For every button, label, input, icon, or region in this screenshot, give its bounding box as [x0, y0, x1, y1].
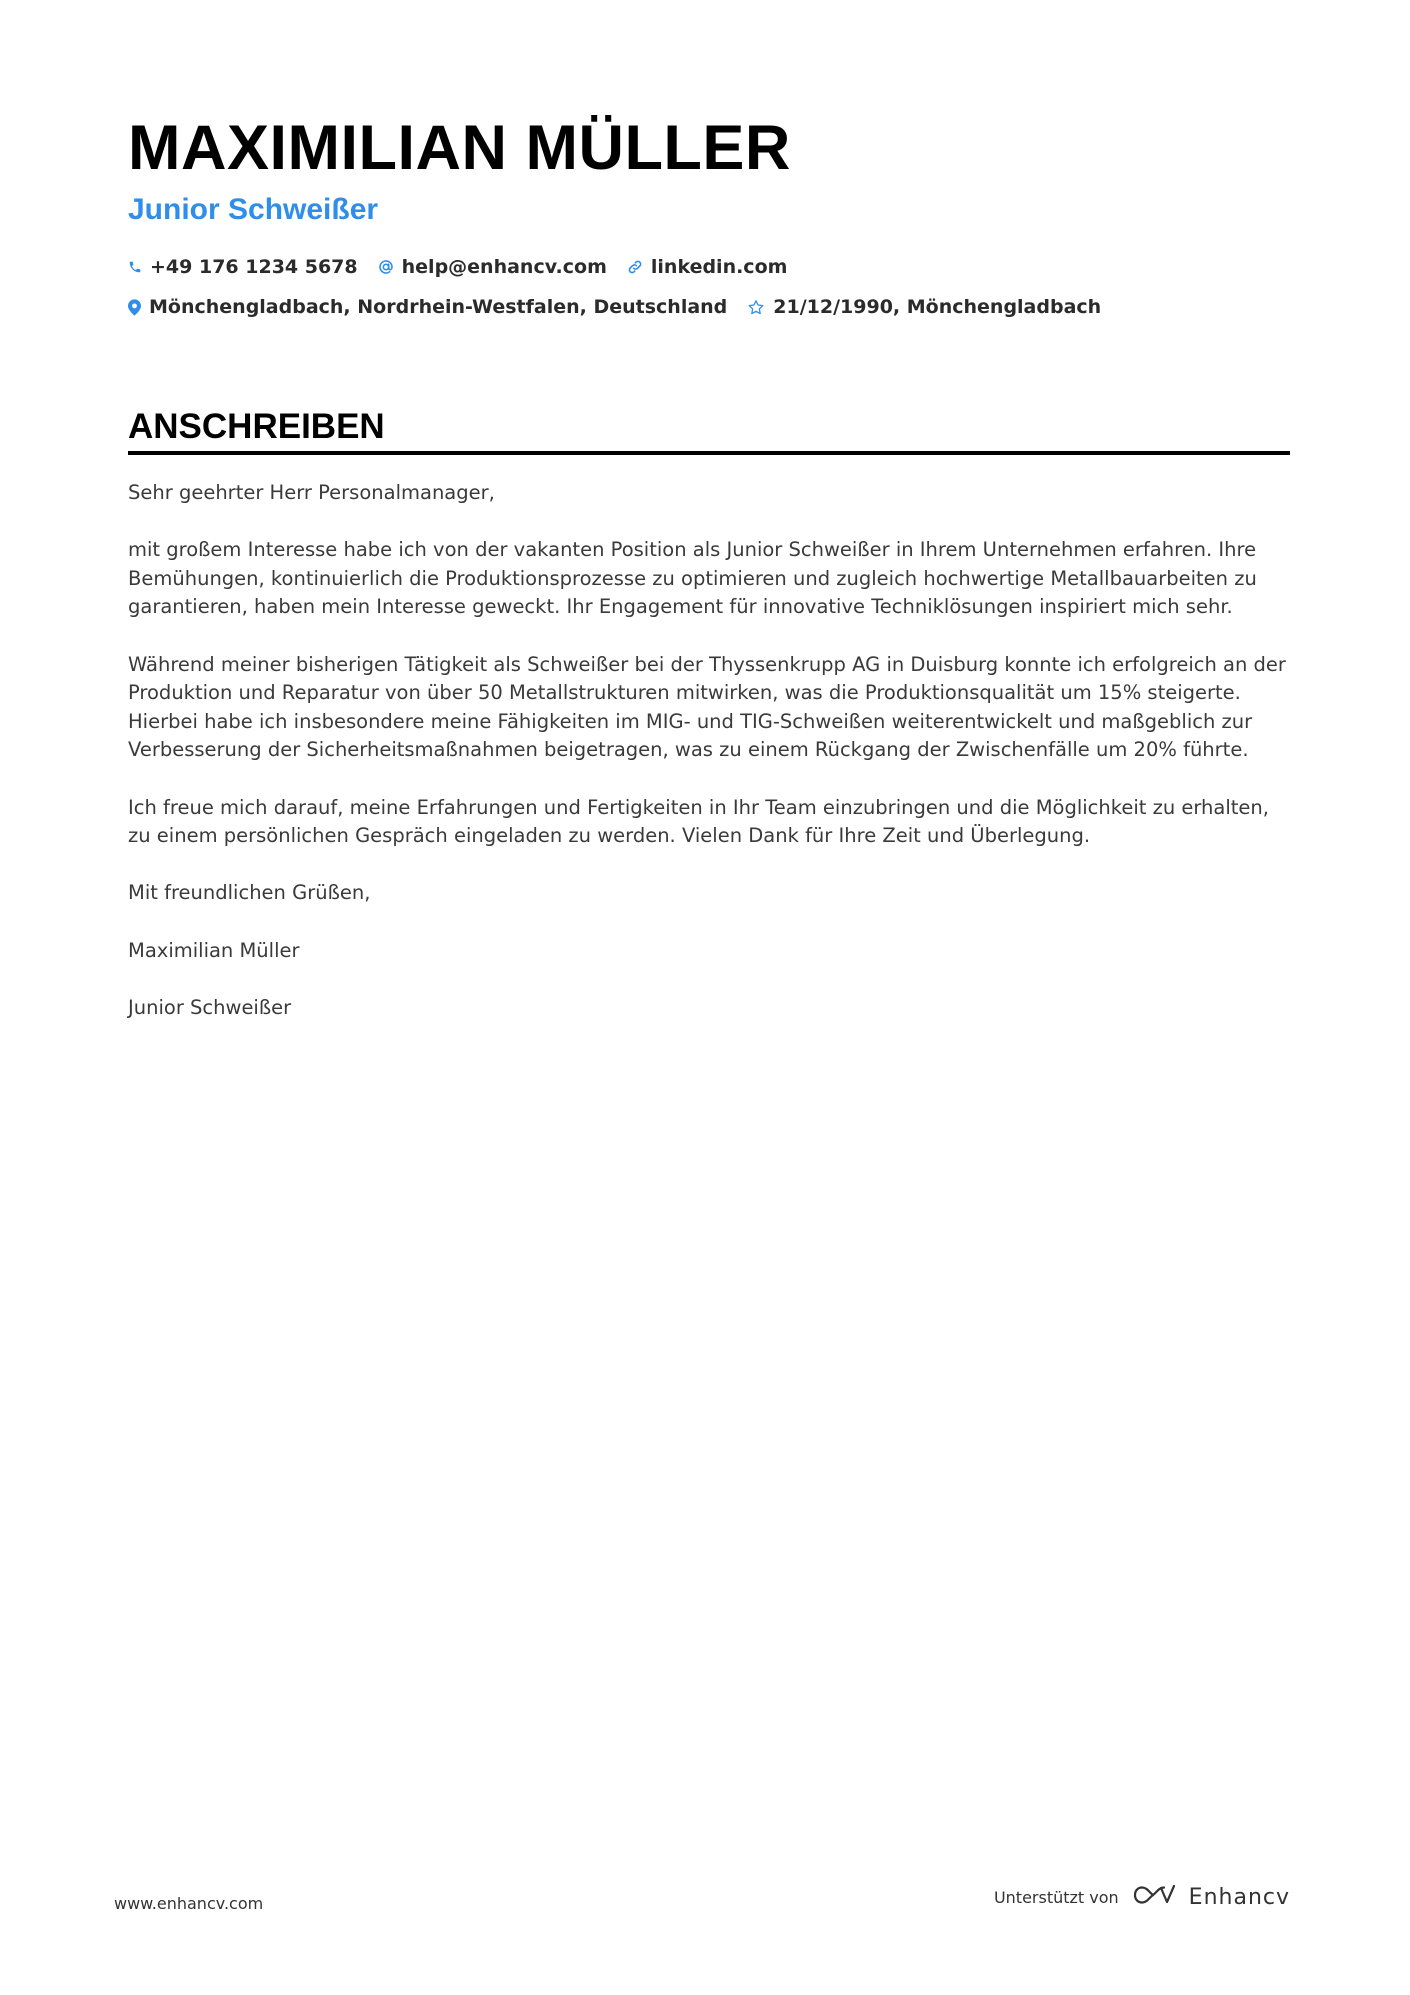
- phone-icon: [128, 259, 142, 275]
- cover-letter-section: [128, 405, 1290, 1051]
- linkedin-text: linkedin.com: [650, 256, 788, 278]
- closing: Mit freundlichen Grüßen,: [128, 881, 371, 905]
- letter-body: [128, 479, 1290, 1022]
- birth-text: 21/12/1990, Mönchengladbach: [773, 296, 1102, 318]
- signature-title: Junior Schweißer: [128, 995, 292, 1019]
- star-icon: [747, 299, 765, 316]
- letter-paragraph: Während meiner bisherigen Tätigkeit als Schweißer bei der Thyssenkrupp AG in Duisburg konnte ich erfolgreich an der Produktion und Reparatur von über 50 Metallstrukturen mitwirken, was die Produktionsqualität um 15% steigerte. Hierbei habe ich insbesondere meine Fähigkeiten im MIG- und TIG-Schweißen weiterentwickelt und maßgeblich zur Verbesserung der Sicherheitsmaßnahmen beigetragen, was zu einem Rückgang der Zwischenfälle um 20% führte.: [128, 652, 1286, 762]
- section-title: ANSCHREIBEN: [128, 407, 385, 446]
- letter-paragraph: mit großem Interesse habe ich von der vakanten Position als Junior Schweißer in Ihrem Unternehmen erfahren. Ihre Bemühungen, kontinuierlich die Produktionsprozesse zu optimieren und zugleich hochwertige Metallbauarbeiten zu garantieren, haben mein Interesse geweckt. Ihr Engagement für innovative Techniklösungen inspiriert mich sehr.: [128, 538, 1257, 619]
- contact-birth: [747, 296, 1101, 318]
- contact-location: [128, 296, 727, 318]
- candidate-name: MAXIMILIAN MÜLLER: [128, 113, 791, 183]
- contact-email[interactable]: [378, 256, 607, 278]
- location-pin-icon: [128, 299, 141, 316]
- footer-website[interactable]: www.enhancv.com: [114, 1894, 264, 1913]
- location-text: Mönchengladbach, Nordrhein-Westfalen, Deutschland: [149, 296, 728, 318]
- link-icon: [627, 259, 643, 275]
- contact-linkedin[interactable]: [627, 256, 788, 278]
- phone-text: +49 176 1234 5678: [150, 256, 358, 278]
- brand-name: Enhancv: [1188, 1884, 1290, 1910]
- at-icon: [378, 259, 394, 275]
- contact-phone[interactable]: [128, 256, 358, 278]
- email-text: help@enhancv.com: [401, 256, 607, 278]
- footer-branding[interactable]: [994, 1882, 1290, 1912]
- job-title: Junior Schweißer: [128, 193, 379, 226]
- section-divider: [128, 451, 1290, 455]
- header: [128, 108, 1290, 322]
- powered-by-text: Unterstützt von: [993, 1887, 1119, 1907]
- signature-name: Maximilian Müller: [128, 938, 300, 962]
- contact-row-1: [128, 252, 1290, 282]
- contact-row-2: [128, 292, 1290, 322]
- enhancv-logo-icon: [1131, 1882, 1177, 1912]
- salutation: Sehr geehrter Herr Personalmanager,: [128, 481, 495, 504]
- letter-paragraph: Ich freue mich darauf, meine Erfahrungen und Fertigkeiten in Ihr Team einzubringen und die Möglichkeit zu erhalten, zu einem persönlichen Gespräch eingeladen zu werden. Vielen Dank für Ihre Zeit und Überlegung.: [128, 795, 1269, 848]
